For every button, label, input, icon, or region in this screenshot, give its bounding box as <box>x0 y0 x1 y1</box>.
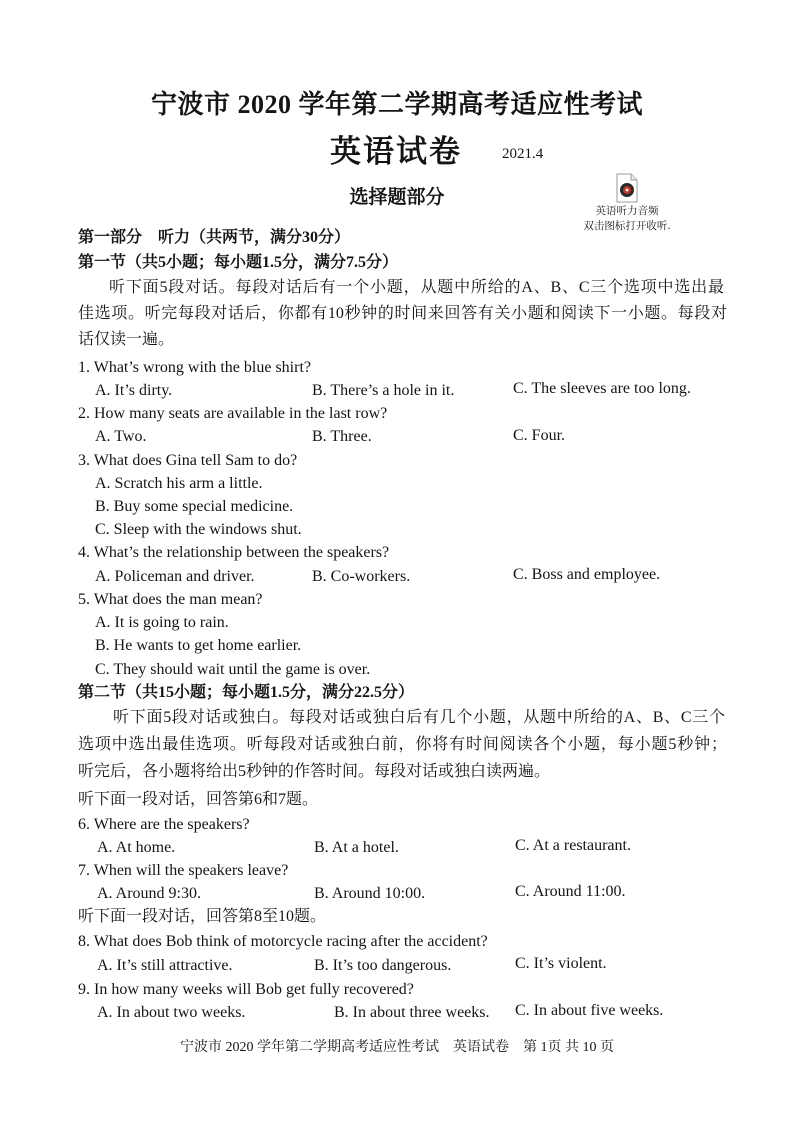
question-stem: 9. In how many weeks will Bob get fully recovered? <box>78 981 414 998</box>
option-c: C. Around 11:00. <box>515 883 626 900</box>
question-stem: 8. What does Bob think of motorcycle racing after the accident? <box>78 933 488 950</box>
section-one-heading: 第一节（共5小题；每小题1.5分，满分7.5分） <box>78 254 399 271</box>
exam-title: 宁波市 2020 学年第二学期高考适应性考试 <box>150 90 643 119</box>
section-one-instruction-line: 佳选项。听完每段对话后，你都有10秒钟的时间来回答有关小题和阅读下一小题。每段对 <box>78 305 727 322</box>
audio-file-icon[interactable] <box>615 173 639 203</box>
option-b: B. At a hotel. <box>314 839 399 856</box>
question-stem: 4. What’s the relationship between the speakers? <box>78 544 390 561</box>
section-two-heading: 第二节（共15小题；每小题1.5分，满分22.5分） <box>78 684 415 701</box>
question-stem: 3. What does Gina tell Sam to do? <box>78 452 298 469</box>
option-c: C. Boss and employee. <box>513 566 661 583</box>
question-stem: 7. When will the speakers leave? <box>78 862 289 879</box>
option-a: A. In about two weeks. <box>97 1004 246 1021</box>
option-a: A. At home. <box>97 839 176 856</box>
section-one-instruction-line: 听下面5段对话。每段对话后有一个小题，从题中所给的A、B、C三个选项中选出最 <box>109 279 724 296</box>
section-two-instruction-line: 听完后，各小题将给出5秒钟的作答时间。每段对话或独白读两遍。 <box>78 763 551 780</box>
option-b: B. There’s a hole in it. <box>312 382 455 399</box>
option-a: A. It’s still attractive. <box>97 957 233 974</box>
option-c: C. It’s violent. <box>515 955 607 972</box>
question-stem: 5. What does the man mean? <box>78 591 263 608</box>
option-b: B. It’s too dangerous. <box>314 957 452 974</box>
option-b: B. Around 10:00. <box>314 885 426 902</box>
option-c: C. They should wait until the game is over. <box>95 661 371 678</box>
question-stem: 6. Where are the speakers? <box>78 816 250 833</box>
option-c: C. Sleep with the windows shut. <box>95 521 302 538</box>
dialogue-group-instruction: 听下面一段对话，回答第6和7题。 <box>78 791 319 808</box>
part-one-heading: 第一部分 听力（共两节，满分30分） <box>78 229 351 246</box>
audio-instruction: 双击图标打开收听. <box>583 220 671 232</box>
question-stem: 2. How many seats are available in the last row? <box>78 405 388 422</box>
option-c: C. In about five weeks. <box>515 1002 664 1019</box>
page-footer: 宁波市 2020 学年第二学期高考适应性考试 英语试卷 第 1页 共 10 页 <box>180 1040 614 1055</box>
section-two-instruction-line: 选项中选出最佳选项。听每段对话或独白前，你将有时间阅读各个小题，每小题5秒钟； <box>78 736 727 753</box>
audio-label: 英语听力音频 <box>595 205 659 217</box>
exam-date: 2021.4 <box>502 146 544 162</box>
option-a: A. Scratch his arm a little. <box>95 475 263 492</box>
option-c: C. At a restaurant. <box>515 837 631 854</box>
option-a: A. Policeman and driver. <box>95 568 255 585</box>
section-title: 选择题部分 <box>349 187 445 208</box>
option-a: A. It is going to rain. <box>95 614 229 631</box>
section-two-instruction-line: 听下面5段对话或独白。每段对话或独白后有几个小题，从题中所给的A、B、C三个 <box>113 709 725 726</box>
dialogue-group-instruction: 听下面一段对话，回答第8至10题。 <box>78 908 327 925</box>
option-a: A. It’s dirty. <box>95 382 173 399</box>
section-one-instruction-line: 话仅读一遍。 <box>78 331 175 348</box>
question-stem: 1. What’s wrong with the blue shirt? <box>78 359 311 376</box>
option-b: B. Buy some special medicine. <box>95 498 294 515</box>
option-c: C. The sleeves are too long. <box>513 380 691 397</box>
option-a: A. Two. <box>95 428 147 445</box>
option-b: B. Three. <box>312 428 372 445</box>
option-a: A. Around 9:30. <box>97 885 201 902</box>
option-b: B. Co-workers. <box>312 568 411 585</box>
option-b: B. In about three weeks. <box>334 1004 490 1021</box>
option-c: C. Four. <box>513 427 566 444</box>
exam-subtitle: 英语试卷 <box>330 134 462 169</box>
option-b: B. He wants to get home earlier. <box>95 637 302 654</box>
